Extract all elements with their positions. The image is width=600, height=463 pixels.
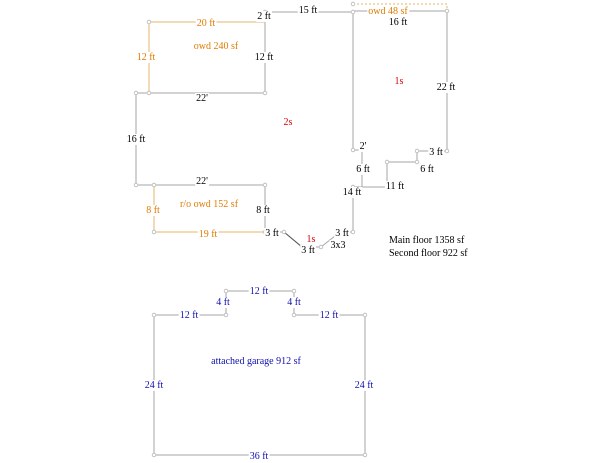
dim-2-ft: 2' <box>359 141 367 152</box>
label-attached-garage: attached garage 912 sf <box>211 356 301 367</box>
label-3x3: 3x3 <box>330 240 346 251</box>
dim-ro-left-8ft: 8 ft <box>146 205 160 216</box>
dim-ro-bottom-19ft: 19 ft <box>198 229 218 240</box>
dim-11ft: 11 ft <box>385 181 405 192</box>
dim-left-16ft: 16 ft <box>126 134 146 145</box>
owd-240-deck-outline <box>149 22 265 93</box>
dim-step-3ft-left: 3 ft <box>265 228 279 239</box>
dim-14ft: 14 ft <box>342 187 362 198</box>
dim-top-15ft: 15 ft <box>298 5 318 16</box>
garage-dim-right-4ft: 4 ft <box>287 297 301 308</box>
garage-dim-right-12ft: 12 ft <box>319 310 339 321</box>
dim-left-6ft: 6 ft <box>356 164 370 175</box>
dim-owd-top-20ft: 20 ft <box>196 18 216 29</box>
label-ro-owd-152sf: r/o owd 152 sf <box>179 199 239 210</box>
label-owd-48sf: owd 48 sf <box>368 6 408 17</box>
dim-step-3ft-right: 3 ft <box>335 228 349 239</box>
summary-second-floor: Second floor 922 sf <box>389 248 468 259</box>
dim-right-6ft: 6 ft <box>420 164 434 175</box>
garage-dim-right-24ft: 24 ft <box>354 380 374 391</box>
label-one-story: 1s <box>394 76 404 87</box>
dim-right-top-16ft: 16 ft <box>388 17 408 28</box>
label-owd-240sf: owd 240 sf <box>193 41 239 52</box>
dim-ro-right-8ft: 8 ft <box>256 205 270 216</box>
garage-dim-top-12ft: 12 ft <box>249 286 269 297</box>
garage-dim-left-24ft: 24 ft <box>144 380 164 391</box>
dim-owd-left-12ft: 12 ft <box>136 52 156 63</box>
dim-ro-top-22: 22' <box>196 176 208 187</box>
dim-owd-bottom-22: 22' <box>196 93 208 104</box>
summary-main-floor: Main floor 1358 sf <box>389 235 465 246</box>
label-two-story: 2s <box>283 117 293 128</box>
dim-notch-3ft: 3 ft <box>429 147 443 158</box>
dim-owd-right-12ft: 12 ft <box>254 52 274 63</box>
label-one-story-small: 1s <box>306 234 316 245</box>
garage-dim-bottom-36ft: 36 ft <box>249 451 269 462</box>
garage-dim-left-4ft: 4 ft <box>216 297 230 308</box>
house-outline <box>136 11 447 247</box>
dim-top-2ft: 2 ft <box>257 11 271 22</box>
dim-step-3ft-bottom: 3 ft <box>301 245 315 256</box>
dim-right-22ft: 22 ft <box>436 82 456 93</box>
garage-dim-left-12ft: 12 ft <box>179 310 199 321</box>
